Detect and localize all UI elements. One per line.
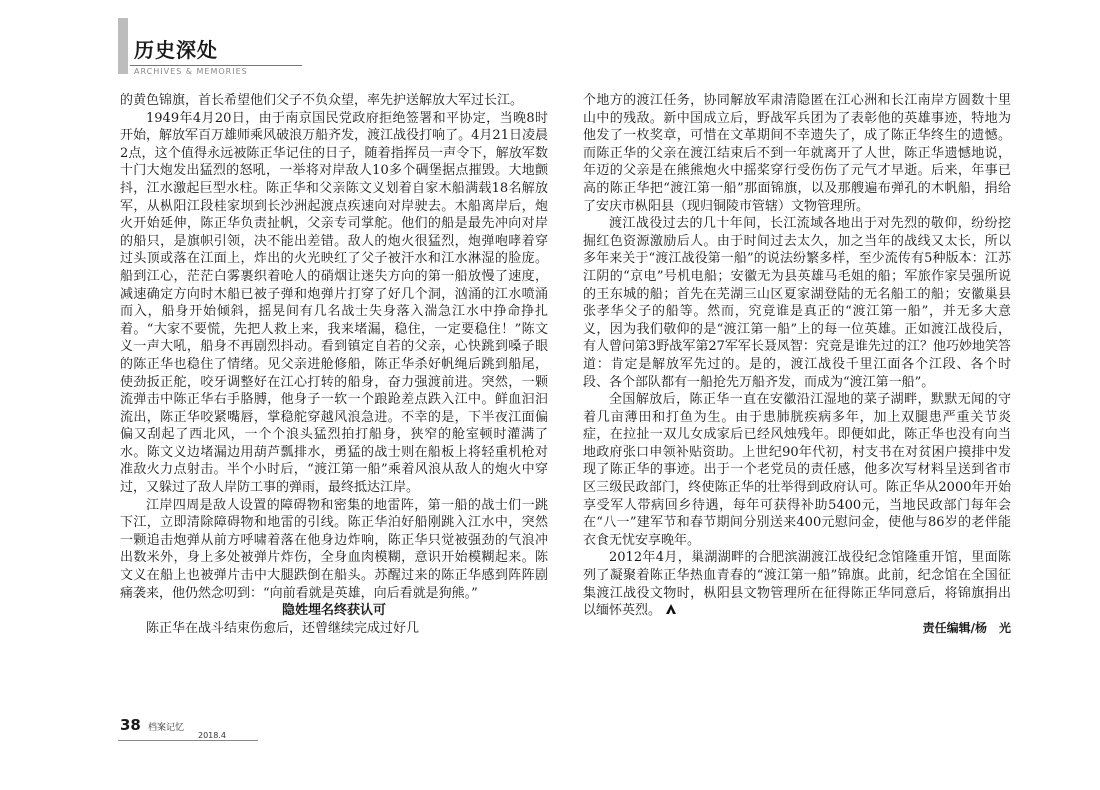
paragraph-text: 2012年4月，巢湖湖畔的合肥滨湖渡江战役纪念馆隆重开馆，里面陈列了凝聚着陈正华热血青春的“渡江第一船”锦旗。此前，纪念馆在全国征集渡江战役文物时，枞阳县文物管理所在征得陈正华同意后，将锦旗捐出以缅怀英烈。: [583, 550, 1011, 619]
header-divider: [130, 65, 302, 66]
end-mark-icon: [665, 603, 677, 615]
paragraph: 渡江战役过去的几十年间，长江流域各地出于对先烈的敬仰，纷纷挖掘红色资源激励后人。由于时间过去太久，加之当年的战线又太长，所以多年来关于“渡江战役第一船”的说法纷繁多样，至少流传有5种版本：江苏江阴的“京电”号机电船；安徽无为县英雄马毛姐的船；军旅作家吴强所说的王东城的船；首先在芜湖三山区夏家湖登陆的无名船工的船；安徽巢县张孝华父子的船等。然而，究竟谁是真正的“渡江第一船”，并无多大意义，因为我们敬仰的是“渡江第一船”上的每一位英雄。正如渡江战役后，有人曾问第3野战军第27军军长聂凤智：究竟是谁先过的江？他巧妙地笑答道：肯定是解放军先过的。是的，渡江战役千里江面各个江段、各个时段、各个部队都有一船抢先万船齐发，而成为“渡江第一船”。: [583, 216, 1011, 390]
right-column: [583, 92, 1011, 637]
paragraph-last: [583, 549, 1011, 619]
paragraph: 的黄色锦旗，首长希望他们父子不负众望，率先护送解放大军过长江。: [120, 93, 524, 108]
section-title: 历史深处: [134, 38, 218, 62]
editor-credit: 责任编辑/杨 光: [922, 620, 1011, 635]
header-accent-bar: [118, 18, 128, 74]
paragraph: 陈正华在战斗结束伤愈后，还曾继续完成过好几: [146, 620, 420, 636]
footer-divider: [118, 740, 258, 741]
paragraph: 全国解放后，陈正华一直在安徽沿江湿地的菜子湖畔，默默无闻的守着几亩薄田和打鱼为生。由于患肺胱疾病多年，加上双腿患严重关节炎症，在拉扯一双儿女成家后已经风烛残年。即便如此，陈正华也没有向当地政府张口申领补贴资助。上世纪90年代初，村支书在对贫困户摸排中发现了陈正华的事迹。出于一个老党员的责任感，他多次写材料呈送到省市区三级民政部门，终使陈正华的壮举得到政府认可。陈正华从2000年开始享受军人带病回乡待遇，每年可获得补助5400元，当地民政部门每年会在“八一”建军节和春节期间分别送来400元慰问金，使他与86岁的老伴能衣食无忧安享晚年。: [583, 392, 1011, 548]
paragraph: 1949年4月20日，由于南京国民党政府拒绝签署和平协定，当晚8时开始，解放军百万雄师乘风破浪万船齐发，渡江战役打响了。4月21日凌晨2点，这个值得永远被陈正华记住的日子，随着指挥员一声令下，解放军数十门大炮发出猛烈的怒吼，一举将对岸敌人10多个碉堡据点摧毁。大地颤抖，江水激起巨型水柱。陈正华和父亲陈文义划着自家木船满载18名解放军，从枞阳江段桂家坝到长沙洲起渡点疾速向对岸驶去。木船离岸后，炮火开始延伸，陈正华负责扯帆，父亲专司掌舵。他们的船是最先冲向对岸的船只，是旗帜引领，决不能出差错。敌人的炮火很猛烈，炮弹咆哮着穿过头顶或落在江面上，炸出的火光映红了父子被汗水和江水淋湿的脸庞。船到江心，茫茫白雾裹织着呛人的硝烟让迷失方向的第一船放慢了速度，减速确定方向时木船已被子弹和炮弹片打穿了好几个洞，汹涌的江水喷涌而入，船身开始倾斜，摇晃间有几名战士失身落入湍急江水中挣命挣扎着。“大家不要慌，先把人救上来，我来堵漏，稳住，一定要稳住！”陈文义一声大吼，船身不再剧烈抖动。看到镇定自若的父亲，心快跳到嗓子眼的陈正华也稳住了情绪。见父亲进舱修船，陈正华杀好帆绳后跳到船尾，使劲扳正舵，咬牙调整好在江心打转的船身，奋力强渡前进。突然，一颗流弹击中陈正华右手胳膊，他身子一软一个踉跄差点跌入江中。鲜血汩汩流出，陈正华咬紧嘴唇，掌稳舵穿越风浪急进。不幸的是，下半夜江面偏偏又刮起了西北风，一个个浪头猛烈拍打船身，狭窄的舱室顿时灌满了水。陈文义边堵漏边用葫芦瓢排水，勇猛的战士则在船板上将轻重机枪对准敌火力点射击。半个小时后，“渡江第一船”乘着风浪从敌人的炮火中穿过，又躲过了敌人岸防工事的弹雨，最终抵达江岸。: [120, 110, 548, 496]
paragraph: 江岸四周是敌人设置的障碍物和密集的地雷阵，第一船的战士们一跳下江，立即清除障碍物和地雷的引线。陈正华泊好船刚跳入江水中，突然一颗追击炮弹从前方呼啸着落在他身边炸响，陈正华只觉被强劲的气浪冲出数米外，身上多处被弹片炸伤，全身血肉模糊，意识开始模糊起来。陈文义在船上也被弹片击中大腿跌倒在船头。苏醒过来的陈正华感到阵阵剧痛袭来，他仍然念叨到：“向前看就是英雄，向后看就是狗熊。”: [120, 497, 548, 601]
section-subtitle: ARCHIVES & MEMORIES: [134, 67, 248, 76]
page-number: 38: [120, 716, 141, 734]
left-column: [120, 92, 548, 637]
paragraph: 个地方的渡江任务，协同解放军肃清隐匿在江心洲和长江南岸方圆数十里山中的残敌。新中国成立后，野战军兵团为了表彰他的英雄事迹，特地为他发了一枚奖章，可惜在文革期间不幸遗失了，成了陈正华终生的遗憾。而陈正华的父亲在渡江结束后不到一年就离开了人世，陈正华遗憾地说，年迈的父亲是在熊熊炮火中摇桨穿行受伤伤了元气才早逝。后来，年事已高的陈正华把“渡江第一船”那面锦旗，以及那艘遍布弹孔的木帆船，捐给了安庆市枞阳县（现归铜陵市管辖）文物管理所。: [583, 93, 1011, 214]
magazine-name: 档案记忆: [148, 723, 185, 733]
article-subheading: 隐姓埋名终获认可: [281, 603, 386, 619]
issue-date: 2018.4: [198, 731, 226, 740]
